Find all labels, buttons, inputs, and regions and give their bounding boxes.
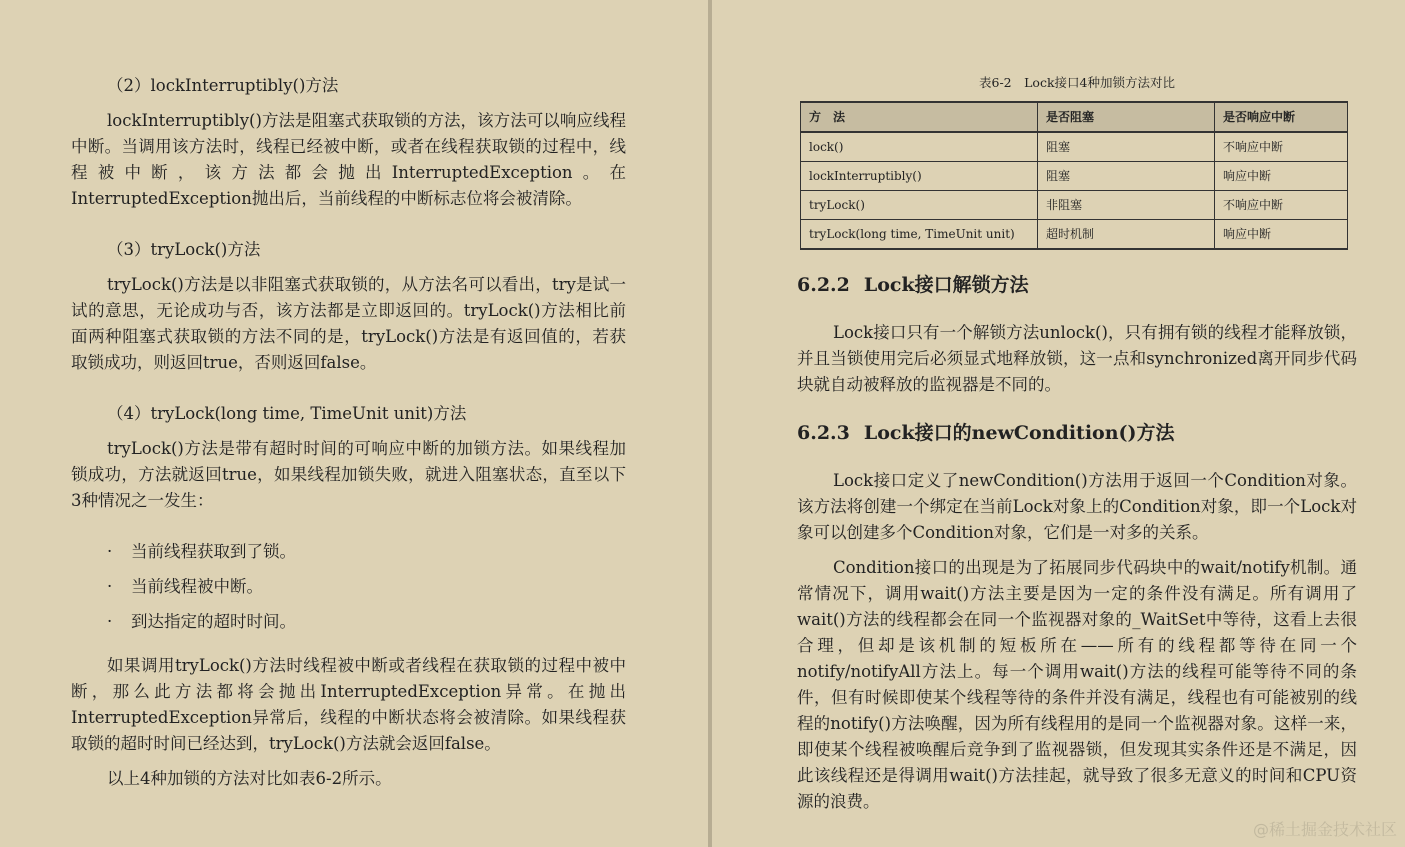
section-title-bold: newCondition() [971,422,1137,444]
section-heading-unlock [797,272,1357,298]
section-title-text: 接口的 [914,422,972,444]
bullet-dot: · [107,612,113,631]
section-heading-newcondition [797,420,1357,446]
table-header-row [801,102,1348,132]
subheading-trylock-timeout: （4）tryLock(long time, TimeUnit unit)方法 [107,404,467,423]
right-column [797,74,1357,815]
subheading-trylock: （3）tryLock()方法 [107,240,261,259]
table-cell: 阻塞 [1038,132,1215,162]
table-row [801,220,1348,250]
list-item-text: 到达指定的超时时间。 [131,612,296,631]
paragraph-interrupt-exception: 如果调用tryLock()方法时线程被中断或者线程在获取锁的过程中被中断，那么此方法都将会抛出InterruptedException异常。在抛出InterruptedException异常后，线程的中断状态将会被清除。如果线程获取锁的超时时间已经达到，tryLock()方法就会返回false。 [71,656,626,753]
table-cell: 不响应中断 [1215,132,1348,162]
section-title-text: 方法 [1136,422,1175,444]
bullet-dot: · [107,542,113,561]
table-cell: 响应中断 [1215,162,1348,191]
table-cell: lockInterruptibly() [801,162,1038,191]
list-item [71,609,626,635]
list-item [71,539,626,565]
section-title-bold: Lock [863,274,915,296]
paragraph-trylock: tryLock()方法是以非阻塞式获取锁的，从方法名可以看出，try是试一试的意思，无论成功与否，该方法都是立即返回的。tryLock()方法相比前面两种阻塞式获取锁的方法不同的是，tryLock()方法是有返回值的，若获取锁成功，则返回true，否则返回false。 [71,275,626,372]
lock-methods-table [800,101,1348,250]
watermark: @稀土掘金技术社区 [1252,820,1397,839]
paragraph-lockinterruptibly: lockInterruptibly()方法是阻塞式获取锁的方法，该方法可以响应线程中断。当调用该方法时，线程已经被中断，或者在线程获取锁的过程中，线程被中断，该方法都会抛出InterruptedException。在InterruptedException抛出后，当前线程的中断标志位将会被清除。 [71,111,626,208]
section-title-text: 接口解锁方法 [914,274,1029,296]
section-title-bold: Lock [863,422,915,444]
condition-list [71,539,626,635]
list-item-text: 当前线程被中断。 [131,577,263,596]
subheading-lockinterruptibly: （2）lockInterruptibly()方法 [107,76,339,95]
paragraph-unlock: Lock接口只有一个解锁方法unlock()，只有拥有锁的线程才能释放锁，并且当锁使用完后必须显式地释放锁，这一点和synchronized离开同步代码块就自动被释放的监视器是不同的。 [797,323,1357,394]
paragraph-trylock-timeout: tryLock()方法是带有超时时间的可响应中断的加锁方法。如果线程加锁成功，方法就返回true，如果线程加锁失败，就进入阻塞状态，直至以下3种情况之一发生： [71,439,626,510]
paragraph-newcondition: Lock接口定义了newCondition()方法用于返回一个Condition对象。该方法将创建一个绑定在当前Lock对象上的Condition对象，即一个Lock对象可以创建多个Condition对象，它们是一对多的关系。 [797,471,1357,542]
table-header-cell: 是否响应中断 [1215,102,1348,132]
list-item-text: 当前线程获取到了锁。 [131,542,296,561]
table-row [801,162,1348,191]
table-cell: 不响应中断 [1215,191,1348,220]
table-row [801,191,1348,220]
section-number: 6.2.3 [797,422,850,444]
table-cell: 非阻塞 [1038,191,1215,220]
table-cell: 阻塞 [1038,162,1215,191]
list-item [71,574,626,600]
left-column [71,73,626,792]
table-cell: 响应中断 [1215,220,1348,250]
table-header-cell: 方 法 [801,102,1038,132]
paragraph-table-ref: 以上4种加锁的方法对比如表6-2所示。 [107,769,392,788]
bullet-dot: · [107,577,113,596]
table-cell: tryLock() [801,191,1038,220]
table-cell: 超时机制 [1038,220,1215,250]
table-row [801,132,1348,162]
table-cell: tryLock(long time, TimeUnit unit) [801,220,1038,250]
paragraph-condition-purpose: Condition接口的出现是为了拓展同步代码块中的wait/notify机制。通常情况下，调用wait()方法主要是因为一定的条件没有满足。所有调用了wait()方法的线程都会在同一个监视器对象的_WaitSet中等待，这看上去很合理，但却是该机制的短板所在——所有的线程都等待在同一个notify/notifyAll方法上。每一个调用wait()方法的线程可能等待不同的条件，但有时候即使某个线程等待的条件并没有满足，线程也有可能被别的线程的notify()方法唤醒，因为所有线程用的是同一个监视器对象。这样一来，即使某个线程被唤醒后竞争到了监视器锁，但发现其实条件还是不满足，因此该线程还是得调用wait()方法挂起，就导致了很多无意义的时间和CPU资源的浪费。 [797,558,1357,811]
table-header-cell: 是否阻塞 [1038,102,1215,132]
table-cell: lock() [801,132,1038,162]
section-number: 6.2.2 [797,274,850,296]
table-caption: 表6-2 Lock接口4种加锁方法对比 [979,75,1175,90]
